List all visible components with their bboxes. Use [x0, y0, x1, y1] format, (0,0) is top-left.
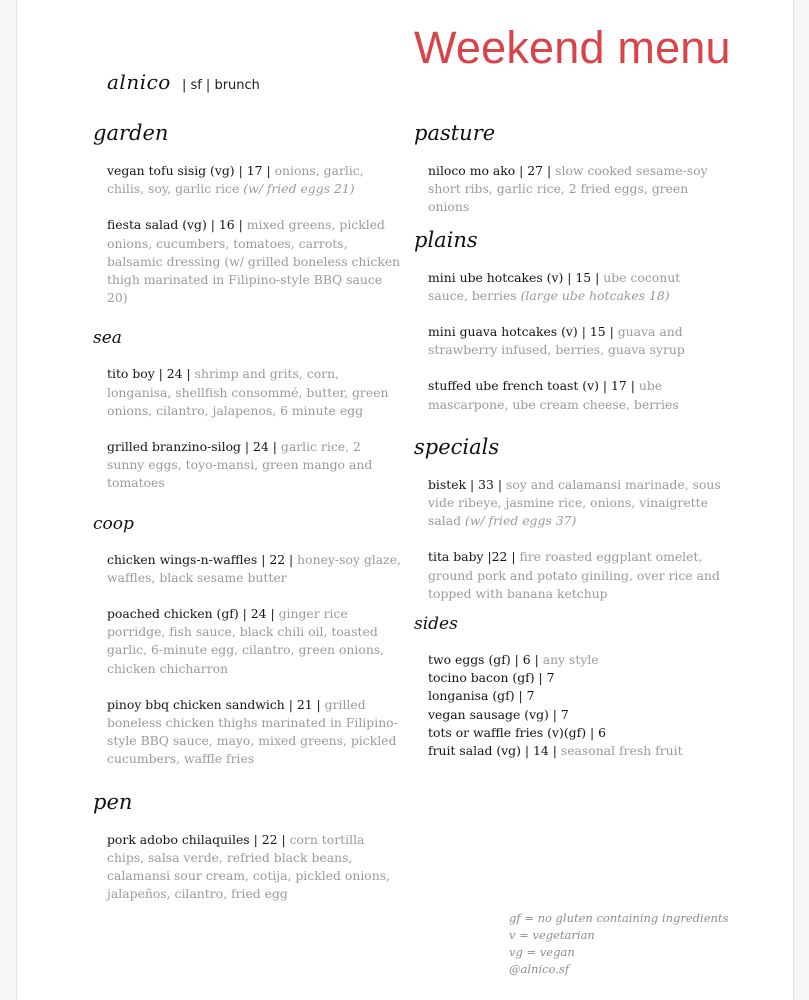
section-heading-pasture: pasture	[414, 121, 496, 145]
menu-item: mini guava hotcakes (v) | 15 | guava and strawberry infused, berries, guava syrup	[428, 324, 685, 358]
legend-gf: gf = no gluten containing ingredients	[509, 911, 729, 925]
page-title: Weekend menu	[414, 22, 731, 73]
menu-item: poached chicken (gf) | 24 | ginger rice porridge, fish sauce, black chili oil, toasted garlic, 6-minute egg, cilantro, green onions, chicken chicharron	[107, 606, 385, 676]
section-heading-pen: pen	[93, 789, 133, 814]
menu-item: vegan tofu sisig (vg) | 17 | onions, garlic, chilis, soy, garlic rice (w/ fried eggs 21)	[107, 163, 364, 197]
legend-v: v = vegetarian	[509, 928, 595, 942]
list-item: two eggs (gf) | 6 | any style	[428, 652, 599, 668]
list-item: vegan sausage (vg) | 7	[428, 706, 569, 722]
section-heading-specials: specials	[414, 434, 500, 459]
section-heading-sides: sides	[414, 614, 458, 635]
menu-item: tita baby |22 | fire roasted eggplant omelet, ground pork and potato giniling, over rice and topped with banana ketchup	[428, 549, 720, 601]
legend-vg: vg = vegan	[509, 945, 575, 959]
menu-item: fiesta salad (vg) | 16 | mixed greens, pickled onions, cucumbers, tomatoes, carrots, balsamic dressing (w/ grilled boneless chicken thigh marinated in Filipino-style BBQ sauce 20)	[107, 217, 401, 306]
list-item: tots or waffle fries (v)(gf) | 6	[428, 724, 606, 740]
menu-item: chicken wings-n-waffles | 22 | honey-soy glaze, waffles, black sesame butter	[107, 551, 401, 585]
social-handle: @alnico.sf	[509, 962, 570, 976]
menu-item: tito boy | 24 | shrimp and grits, corn, longanisa, shellfish consommé, butter, green onions, cilantro, jalapenos, 6 minute egg	[107, 366, 389, 418]
section-heading-plains: plains	[414, 227, 478, 252]
left-column	[93, 118, 402, 921]
brand-logo: alnico	[107, 70, 171, 94]
list-item: fruit salad (vg) | 14 | seasonal fresh fruit	[428, 743, 683, 759]
menu-item: niloco mo ako | 27 | slow cooked sesame-soy short ribs, garlic rice, 2 fried eggs, green onions	[428, 163, 708, 215]
brand-header	[107, 70, 260, 94]
menu-item: bistek | 33 | soy and calamansi marinade, sous vide ribeye, jasmine rice, onions, vinaigrette salad (w/ fried eggs 37)	[428, 476, 721, 529]
brand-tagline: | sf | brunch	[181, 78, 260, 93]
section-heading-sea: sea	[93, 328, 122, 349]
menu-item: stuffed ube french toast (v) | 17 | ube mascarpone, ube cream cheese, berries	[428, 378, 679, 412]
menu-item: pork adobo chilaquiles | 22 | corn tortilla chips, salsa verde, refried black beans, calamansi sour cream, cotija, pickled onions, jalapeños, cilantro, fried egg	[107, 831, 391, 902]
dietary-legend	[509, 910, 728, 978]
menu-item: pinoy bbq chicken sandwich | 21 | grilled boneless chicken thighs marinated in Filipino-style BBQ sauce, mayo, mixed greens, pickled cucumbers, waffle fries	[107, 696, 398, 767]
menu-item: mini ube hotcakes (v) | 15 | ube coconut sauce, berries (large ube hotcakes 18)	[428, 269, 681, 303]
sides-list	[428, 651, 723, 760]
list-item: tocino bacon (gf) | 7	[428, 670, 555, 686]
section-heading-coop: coop	[93, 513, 134, 534]
section-heading-garden: garden	[93, 121, 169, 145]
list-item: longanisa (gf) | 7	[428, 688, 535, 704]
right-column	[414, 118, 723, 760]
menu-item: grilled branzino-silog | 24 | garlic rice, 2 sunny eggs, toyo-mansi, green mango and tomatoes	[107, 439, 373, 491]
